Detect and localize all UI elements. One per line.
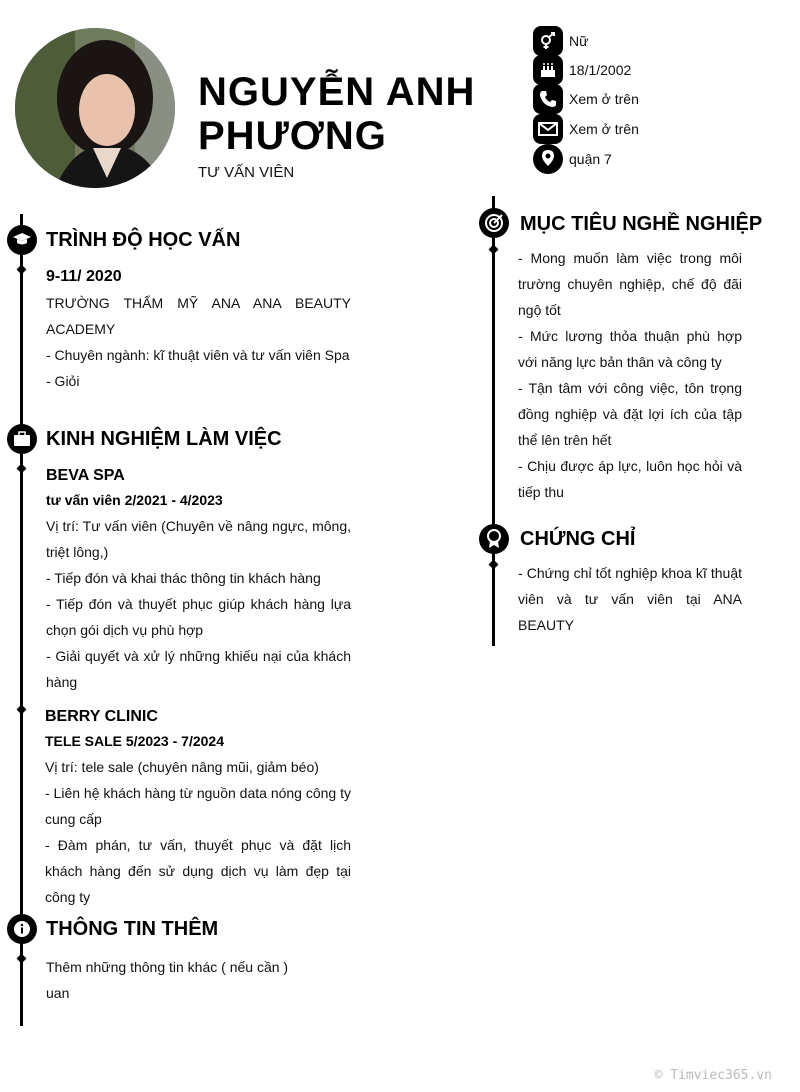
contact-address [533,144,793,174]
education-details [46,290,351,394]
education-date: 9-11/ 2020 [46,268,122,285]
contact-address-text: quận 7 [569,151,612,167]
job-details [45,754,351,910]
timeline-marker [17,954,27,964]
contact-birthday [533,55,793,85]
left-timeline [20,214,23,1026]
candidate-role: TƯ VẤN VIÊN [198,164,295,181]
certificates-title: CHỨNG CHỈ [520,528,636,550]
timeline-marker [489,560,499,570]
extra-details [46,954,351,1006]
timeline-marker [17,705,27,715]
job-line: - Tiếp đón và khai thác thông tin khách hàng [46,570,321,586]
certificates-details [518,560,742,638]
candidate-name: NGUYỄN ANH PHƯƠNG [198,70,476,158]
extra-line: Thêm những thông tin khác ( nếu cần ) [46,959,289,975]
watermark: © Timviec365.vn [654,1068,772,1083]
contact-gender-text: Nữ [569,33,589,49]
timeline-marker [489,245,499,255]
avatar [15,28,175,188]
contact-email [533,114,793,144]
location-icon [533,144,563,174]
objective-line: - Tận tâm với công việc, tôn trọng đồng nghiệp và đặt lợi ích của tập thể lên trên hết [518,380,742,448]
graduation-cap-icon [7,225,37,255]
job-line: - Tiếp đón và thuyết phục giúp khách hàng lựa chọn gói dịch vụ phù hợp [46,596,351,638]
objective-line: - Chịu được áp lực, luôn học hỏi và tiếp thu [518,458,742,500]
job-position: TELE SALE 5/2023 - 7/2024 [45,733,224,749]
job-company: BEVA SPA [46,467,125,484]
info-icon [7,914,37,944]
extra-line: uan [46,985,70,1001]
birthday-cake-icon [533,55,563,85]
education-line: TRƯỜNG THẨM MỸ ANA ANA BEAUTY ACADEMY [46,295,351,337]
job-line: Vị trí: Tư vấn viên (Chuyên về nâng ngực, mông, triệt lông,) [46,518,351,560]
phone-icon [533,84,563,114]
timeline-marker [17,265,27,275]
contact-phone-text: Xem ở trên [569,91,639,107]
objective-line: - Mức lương thỏa thuận phù hợp với năng lực bản thân và công ty [518,328,742,370]
education-title: TRÌNH ĐỘ HỌC VẤN [46,229,241,251]
award-icon [479,524,509,554]
extra-title: THÔNG TIN THÊM [46,918,219,940]
target-icon [479,208,509,238]
briefcase-icon [7,424,37,454]
contact-birthday-text: 18/1/2002 [569,62,632,78]
gender-icon [533,26,563,56]
job-position: tư vấn viên 2/2021 - 4/2023 [46,492,223,508]
job-company: BERRY CLINIC [45,708,158,725]
timeline-marker [17,464,27,474]
certificate-line: - Chứng chỉ tốt nghiệp khoa kĩ thuật viên và tư vấn viên tại ANA BEAUTY [518,565,742,633]
contact-gender [533,26,793,56]
contact-email-text: Xem ở trên [569,121,639,137]
contact-phone [533,84,793,114]
job-line: - Giải quyết và xử lý những khiếu nại của khách hàng [46,648,351,690]
objective-details [518,245,742,505]
objective-title: MỤC TIÊU NGHỀ NGHIỆP [520,213,763,235]
mail-icon [533,114,563,144]
job-line: Vị trí: tele sale (chuyên nâng mũi, giảm béo) [45,759,319,775]
experience-title: KINH NGHIỆM LÀM VIỆC [46,428,282,450]
job-line: - Đàm phán, tư vấn, thuyết phục và đặt lịch khách hàng đến sử dụng dịch vụ làm đẹp tại công ty [45,837,351,905]
job-details [46,513,351,695]
objective-line: - Mong muốn làm việc trong môi trường chuyên nghiệp, chế độ đãi ngộ tốt [518,250,742,318]
job-line: - Liên hệ khách hàng từ nguồn data nóng công ty cung cấp [45,785,351,827]
right-timeline [492,196,495,646]
education-line: - Giỏi [46,373,80,389]
education-line: - Chuyên ngành: kĩ thuật viên và tư vấn viên Spa [46,347,350,363]
